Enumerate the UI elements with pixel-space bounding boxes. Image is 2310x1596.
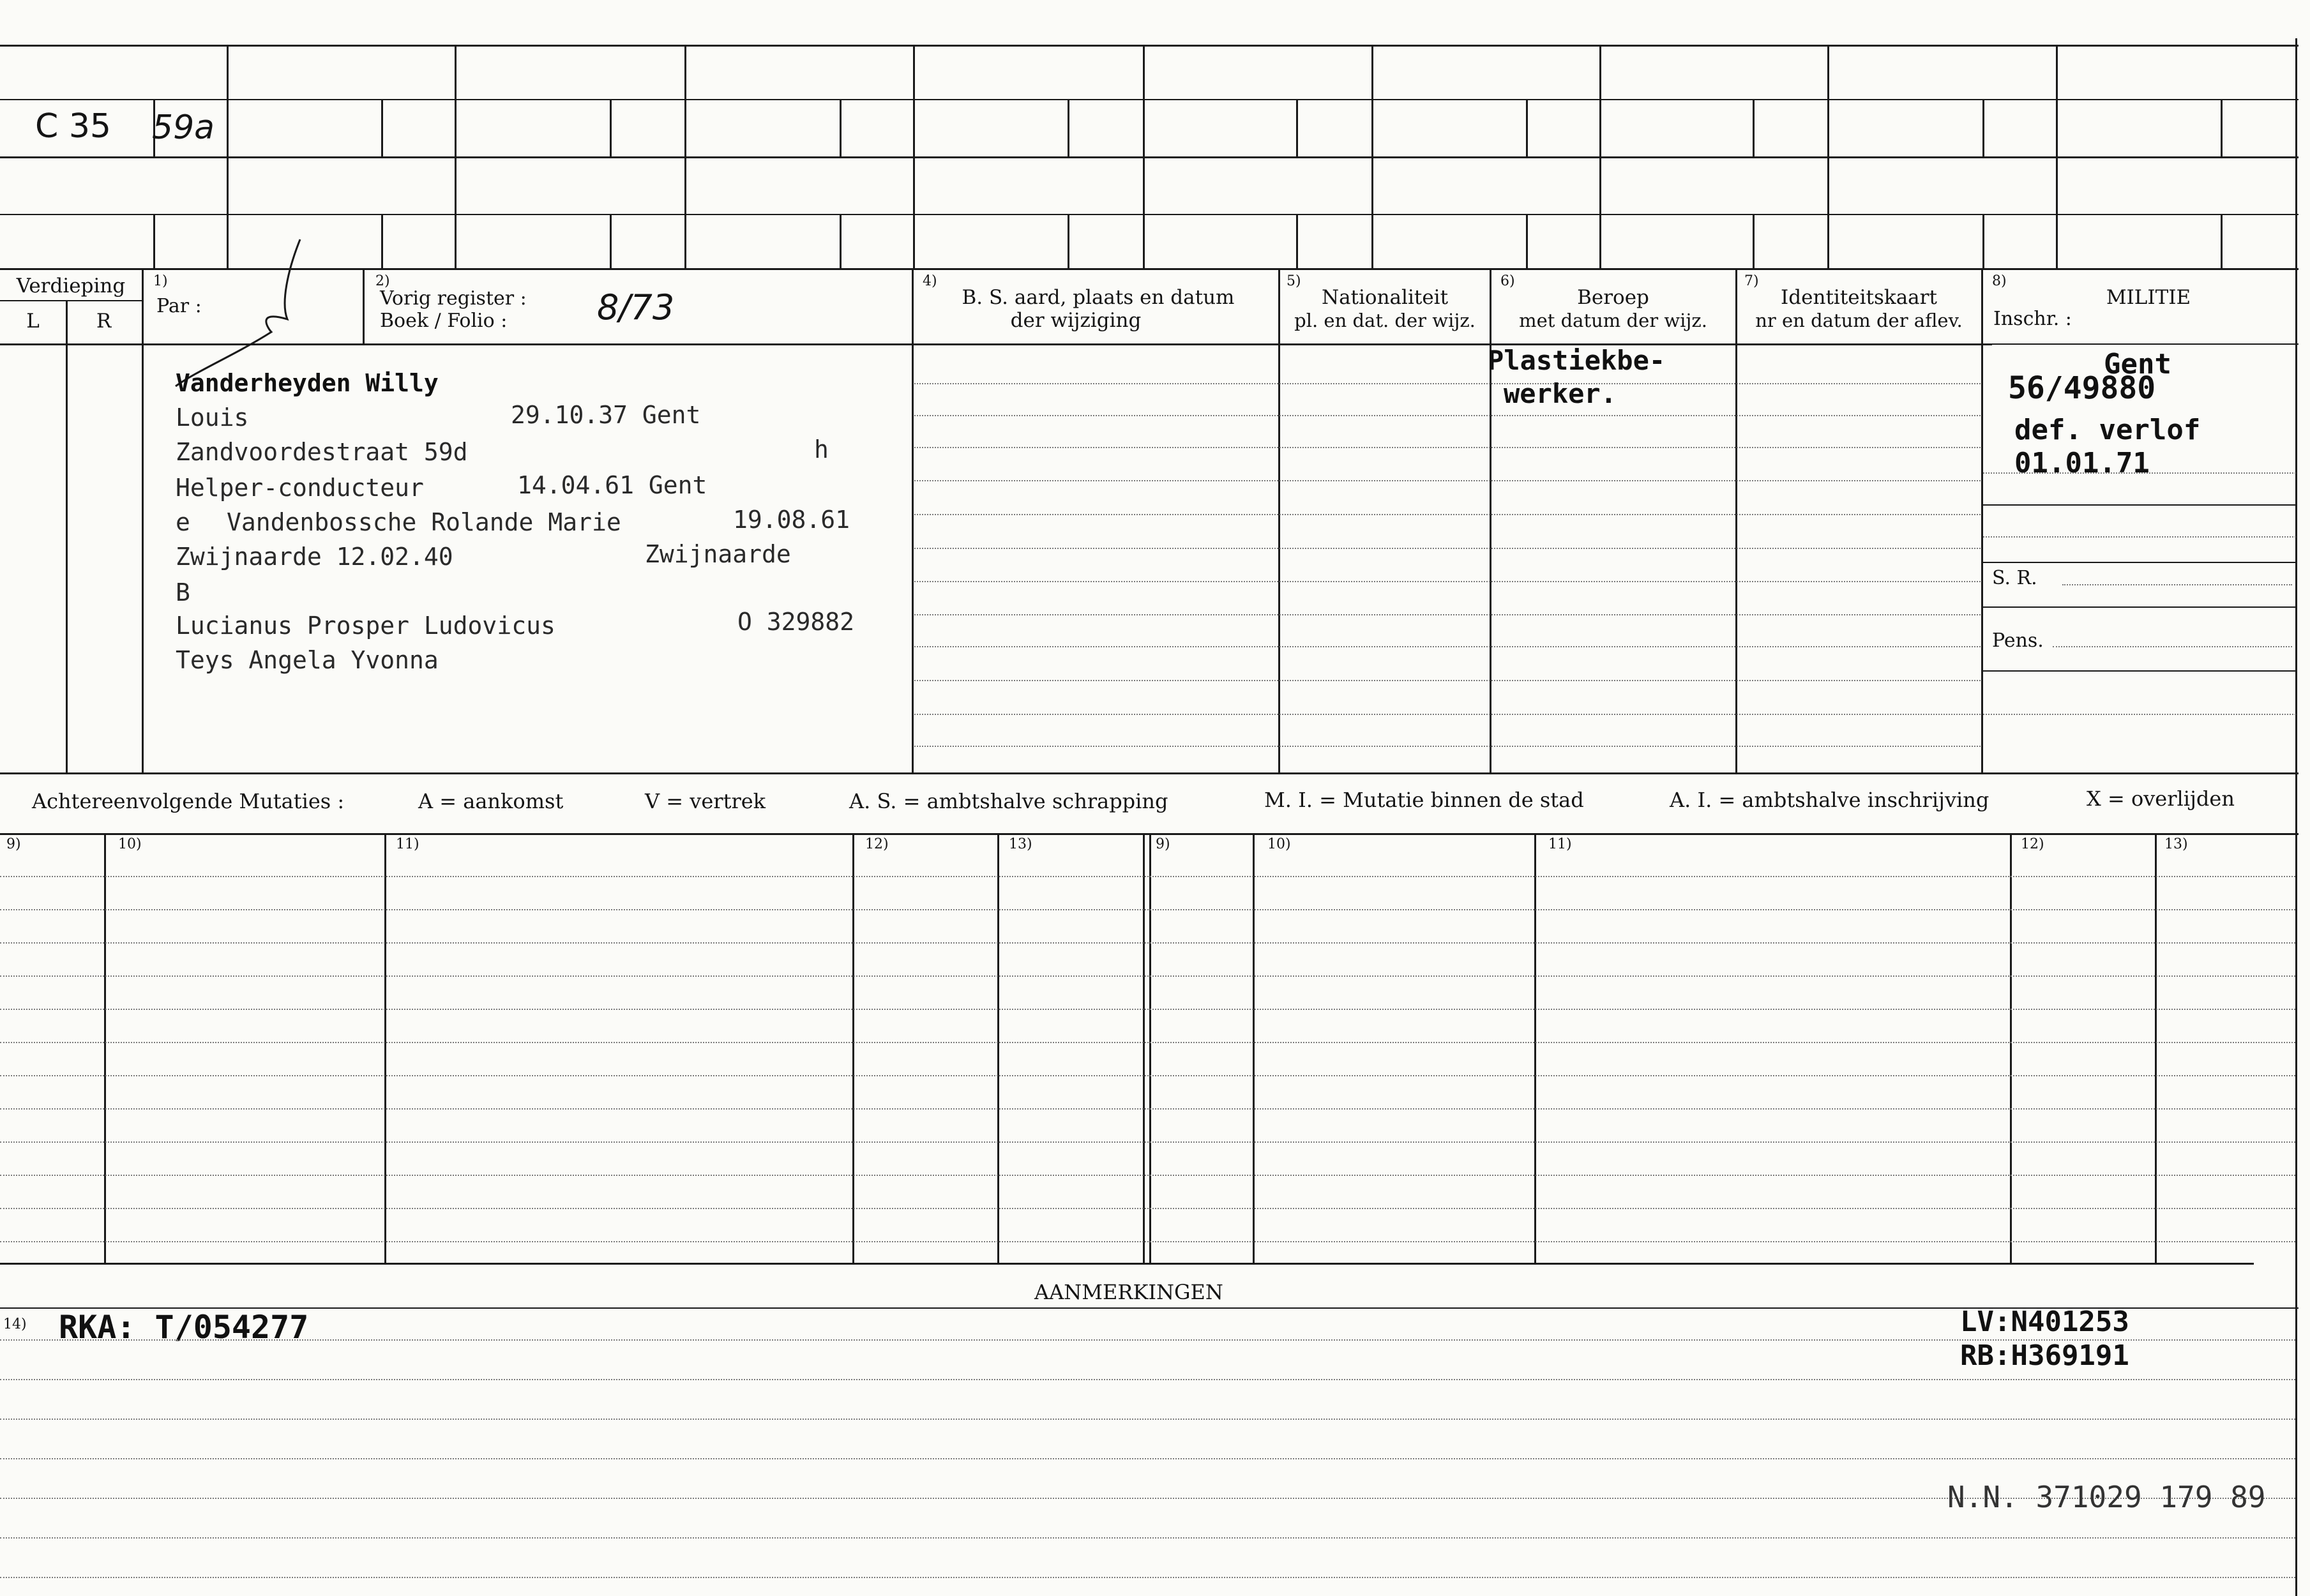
- verdieping-header: Verdieping: [16, 275, 126, 297]
- mutaties-title: Achtereenvolgende Mutaties :: [32, 789, 345, 813]
- col5-number: 5): [1287, 273, 1301, 289]
- rka-number: RKA: T/054277: [59, 1309, 309, 1346]
- col2-boek-folio: Boek / Folio :: [380, 310, 508, 332]
- person-job: Helper-conducteur: [176, 474, 424, 502]
- col1-par-label: Par :: [156, 295, 202, 317]
- legend-ambtshalve-inschrijving: A. I. = ambtshalve inschrijving: [1670, 788, 1989, 812]
- aanmerkingen-title: AANMERKINGEN: [1034, 1280, 1223, 1304]
- rb-number: RB:H369191: [1960, 1339, 2129, 1372]
- col8-sr-label: S. R.: [1992, 567, 2037, 589]
- beroep-line1: Plastiekbe-: [1488, 345, 1666, 376]
- legend-mutatie-stad: M. I. = Mutatie binnen de stad: [1264, 788, 1584, 812]
- nationality: B: [176, 578, 190, 606]
- verdieping-right: R: [96, 310, 112, 333]
- col7-line1: Identiteitskaart: [1781, 286, 1937, 309]
- mut-col-11-left: 11): [396, 836, 419, 852]
- register-house: 59a: [152, 109, 215, 147]
- legend-aankomst: A = aankomst: [418, 789, 564, 813]
- col6-line2: met datum der wijz.: [1519, 310, 1707, 331]
- spouse-prefix: e: [176, 508, 190, 536]
- col4-number: 4): [923, 273, 937, 289]
- militie-number: 56/49880: [2008, 370, 2156, 406]
- legend-overlijden: X = overlijden: [2087, 787, 2235, 811]
- col2-number: 2): [375, 273, 390, 289]
- person-birth: 29.10.37 Gent: [511, 401, 701, 429]
- person-street: Zandvoordestraat 59d: [176, 438, 468, 466]
- col6-line1: Beroep: [1577, 286, 1649, 309]
- mut-col-12-right: 12): [2021, 836, 2044, 852]
- person-firstname: Louis: [176, 403, 249, 432]
- col8-number: 8): [1992, 273, 2007, 289]
- mut-col-10-right: 10): [1267, 836, 1291, 852]
- col5-line1: Nationaliteit: [1321, 286, 1449, 309]
- col4-line2: der wijziging: [1010, 309, 1142, 332]
- mut-col-11-right: 11): [1548, 836, 1572, 852]
- father-name: Lucianus Prosper Ludovicus: [176, 612, 555, 640]
- marriage-date: 19.08.61: [733, 506, 850, 534]
- person-name: Vanderheyden Willy: [176, 369, 439, 397]
- col2-vorig-register: Vorig register :: [380, 287, 527, 310]
- spouse-name: Vandenbossche Rolande Marie: [227, 508, 621, 536]
- mut-col-12-left: 12): [865, 836, 889, 852]
- spouse-birth: Zwijnaarde 12.02.40: [176, 543, 453, 571]
- mut-col-9-right: 9): [1156, 836, 1170, 852]
- legend-vertrek: V = vertrek: [645, 789, 766, 813]
- militie-date: 01.01.71: [2014, 447, 2150, 479]
- register-code: C 35: [35, 107, 112, 146]
- mut-col-10-left: 10): [118, 836, 142, 852]
- col1-number: 1): [153, 273, 168, 289]
- col5-line2: pl. en dat. der wijz.: [1294, 310, 1476, 331]
- col6-number: 6): [1500, 273, 1515, 289]
- person-job-date: 14.04.61 Gent: [517, 471, 707, 499]
- mut-col-9-left: 9): [6, 836, 21, 852]
- person-gender: h: [814, 435, 829, 463]
- col4-line1: B. S. aard, plaats en datum: [962, 286, 1235, 309]
- mut-col-13-right: 13): [2164, 836, 2188, 852]
- militie-place: Gent: [2104, 348, 2171, 380]
- legend-ambtshalve-schrapping: A. S. = ambtshalve schrapping: [849, 789, 1168, 813]
- verdieping-left: L: [26, 310, 40, 333]
- spouse-birthplace: Zwijnaarde: [645, 540, 791, 568]
- col2-folio-value: 8/73: [597, 287, 675, 327]
- col8-militie-title: MILITIE: [2106, 286, 2191, 309]
- father-ref: O 329882: [737, 608, 855, 636]
- national-number: N.N. 371029 179 89: [1947, 1480, 2266, 1514]
- militie-status: def. verlof: [2014, 414, 2201, 446]
- mother-name: Teys Angela Yvonna: [176, 646, 439, 674]
- lv-number: LV:N401253: [1960, 1306, 2129, 1338]
- col7-number: 7): [1744, 273, 1759, 289]
- col8-inschr-label: Inschr. :: [1993, 308, 2072, 330]
- aanmerkingen-number: 14): [3, 1316, 27, 1332]
- mut-col-13-left: 13): [1009, 836, 1032, 852]
- col8-pens-label: Pens.: [1992, 629, 2044, 652]
- col7-line2: nr en datum der aflev.: [1755, 310, 1963, 331]
- beroep-line2: werker.: [1504, 378, 1617, 409]
